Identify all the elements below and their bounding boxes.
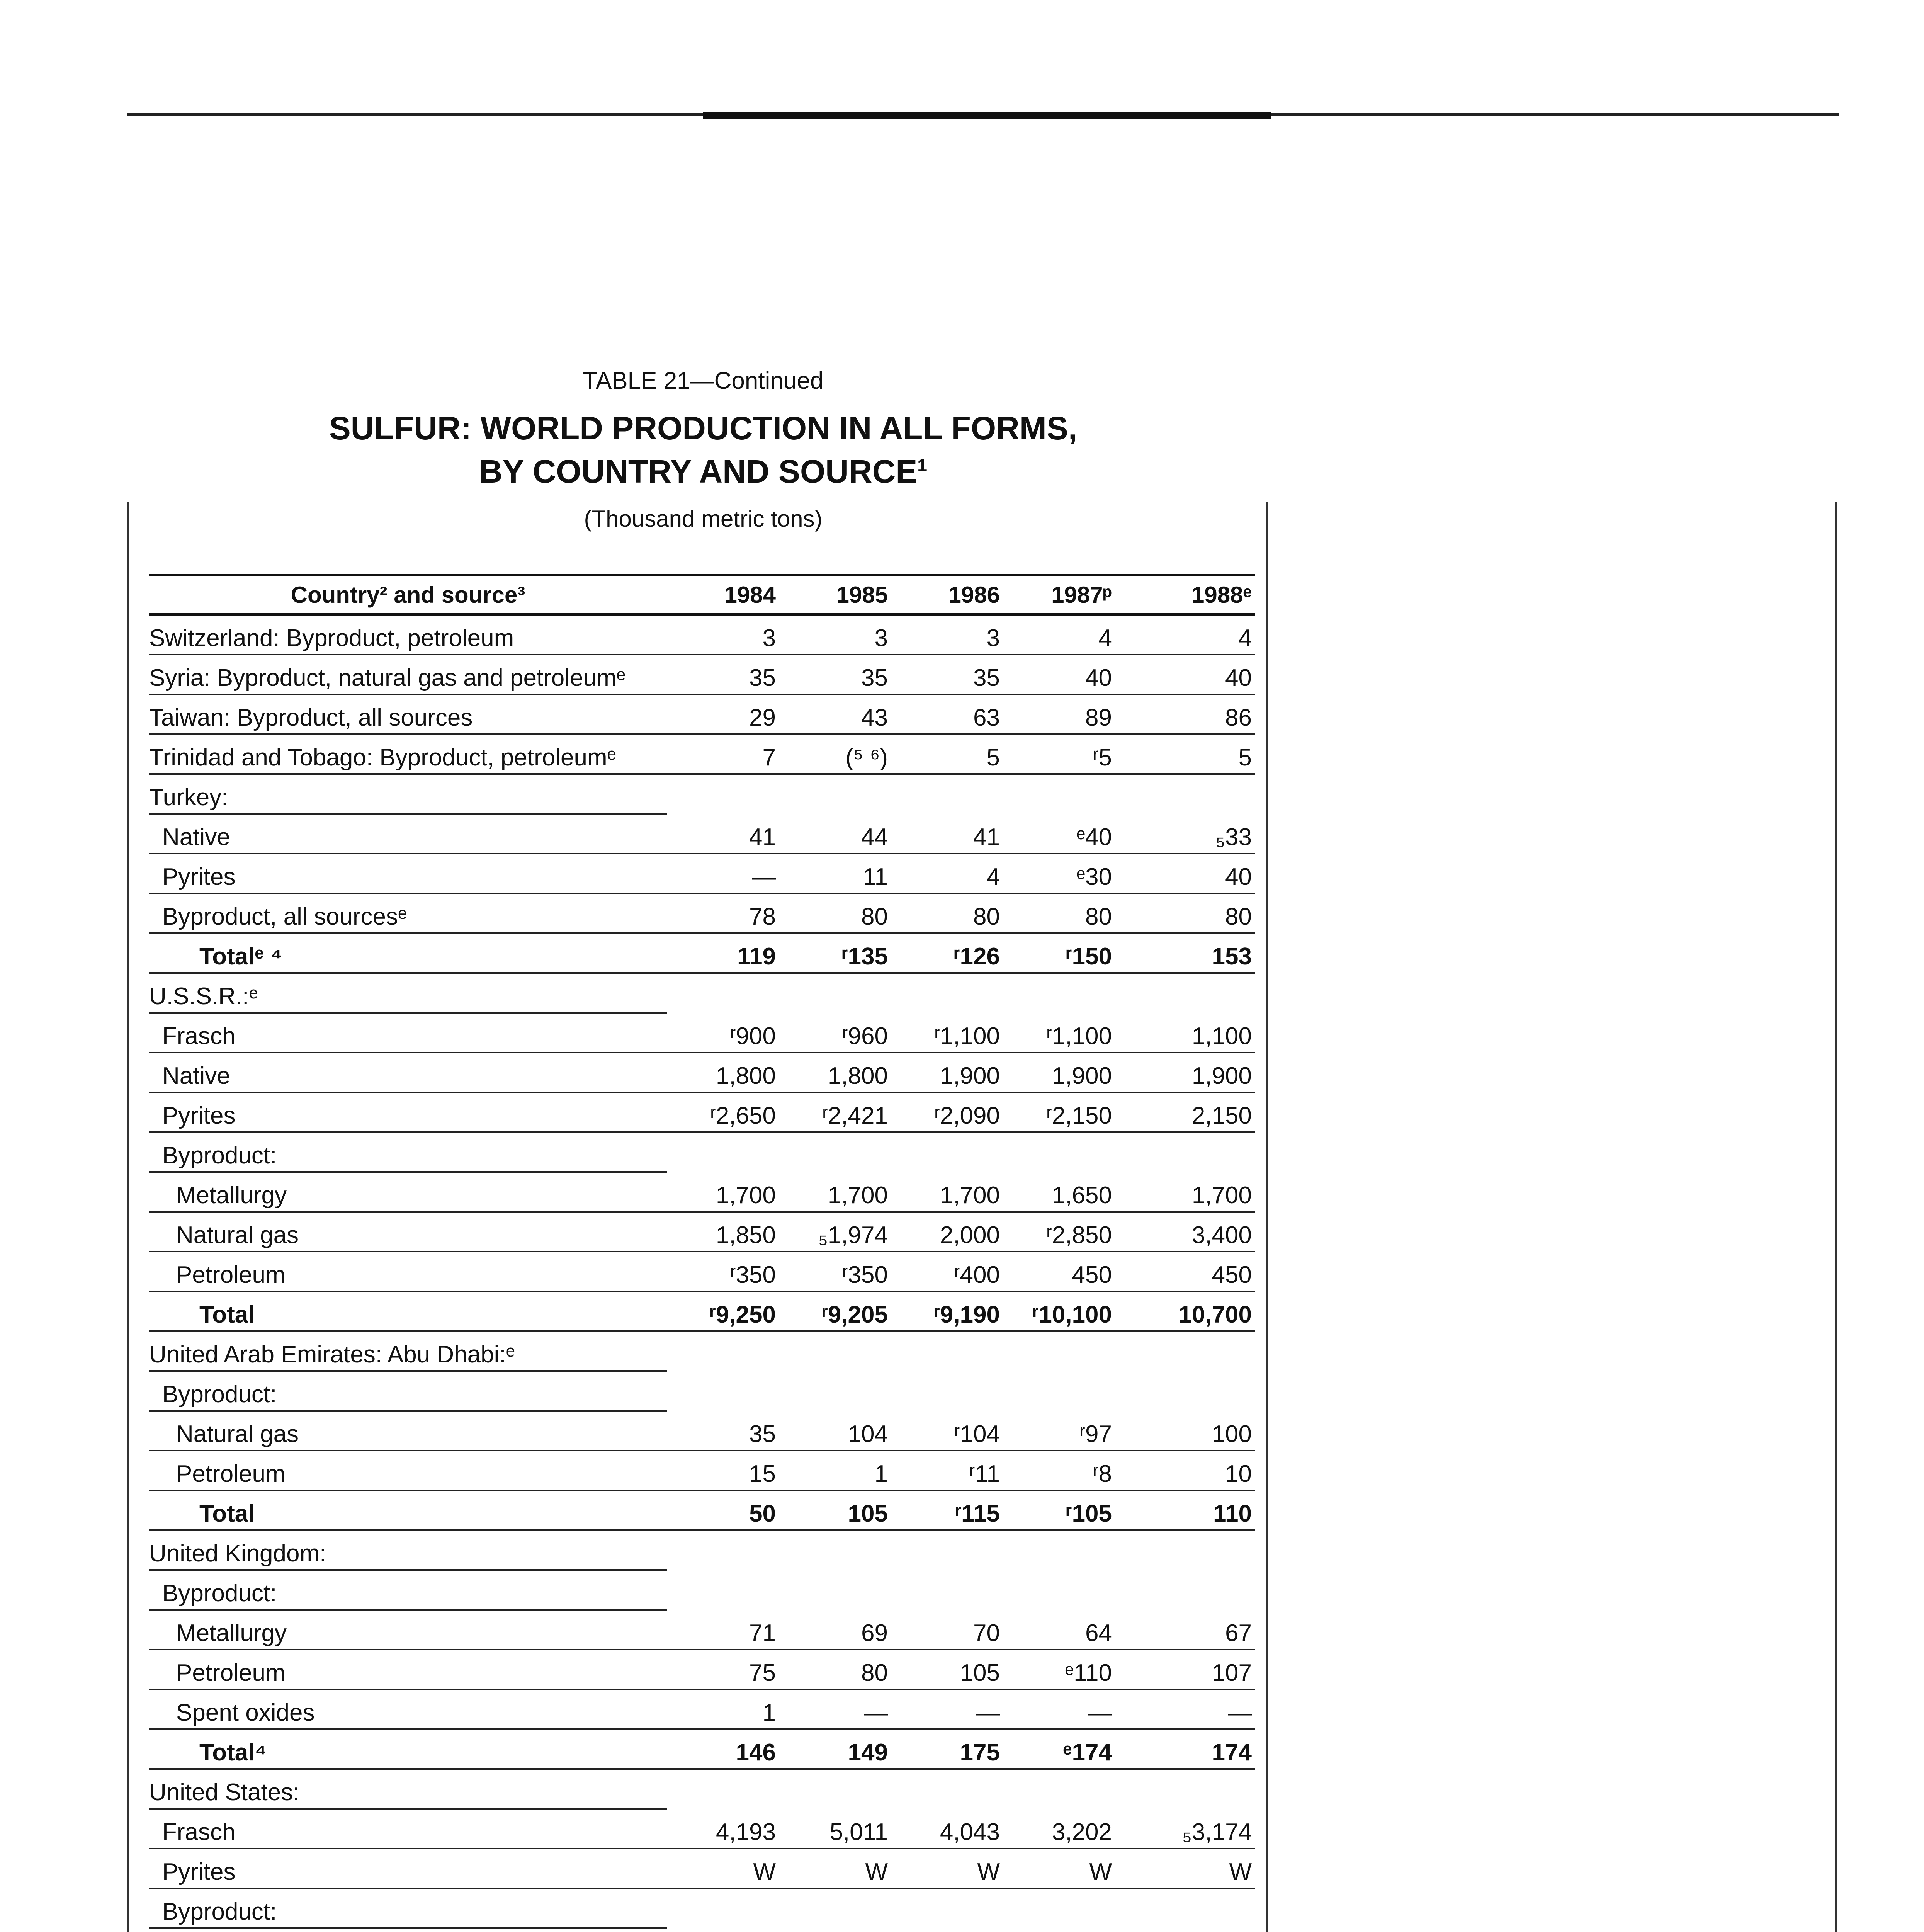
cell-value: 35 bbox=[667, 1411, 779, 1451]
cell-value: ʳ2,090 bbox=[891, 1092, 1003, 1132]
cell-value: 1,700 bbox=[1115, 1172, 1255, 1212]
table-row bbox=[149, 814, 1255, 854]
cell-value: 107 bbox=[1115, 1650, 1255, 1689]
cell-value bbox=[891, 1570, 1003, 1610]
row-label bbox=[149, 1928, 667, 1932]
cell-value: 70 bbox=[891, 1610, 1003, 1650]
row-label: Petroleum bbox=[149, 1252, 667, 1291]
cell-value: 149 bbox=[779, 1729, 891, 1769]
cell-value: 5,011 bbox=[779, 1809, 891, 1849]
table-row bbox=[149, 1092, 1255, 1132]
row-label: Petroleum bbox=[149, 1451, 667, 1490]
row-label: Byproduct, all sourcesᵉ bbox=[149, 893, 667, 933]
cell-value: 75 bbox=[667, 1650, 779, 1689]
cell-value: 100 bbox=[1115, 1411, 1255, 1451]
table-row bbox=[149, 1451, 1255, 1490]
cell-value bbox=[891, 1888, 1003, 1928]
row-label: Natural gas bbox=[149, 1212, 667, 1252]
table-title-line2-text: BY COUNTRY AND SOURCE bbox=[479, 453, 918, 490]
table-units: (Thousand metric tons) bbox=[584, 506, 823, 532]
cell-value: 40 bbox=[1003, 655, 1115, 694]
table-header-row bbox=[149, 575, 1255, 614]
cell-value bbox=[1115, 973, 1255, 1013]
cell-value bbox=[667, 1331, 779, 1371]
header-year: 1987ᵖ bbox=[1003, 575, 1115, 614]
cell-value: 1,100 bbox=[1115, 1013, 1255, 1053]
cell-value: 7 bbox=[667, 734, 779, 774]
group-header-row bbox=[149, 1769, 1255, 1809]
cell-value: 450 bbox=[1003, 1252, 1115, 1291]
table-row bbox=[149, 734, 1255, 774]
cell-value: ʳ9,250 bbox=[667, 1291, 779, 1331]
cell-value: 10,700 bbox=[1115, 1291, 1255, 1331]
table-number: TABLE 21—Continued bbox=[583, 367, 824, 394]
table-row bbox=[149, 1610, 1255, 1650]
table-row bbox=[149, 694, 1255, 734]
cell-value bbox=[891, 1769, 1003, 1809]
cell-value bbox=[779, 1132, 891, 1172]
header-year: 1986 bbox=[891, 575, 1003, 614]
row-label: Turkey: bbox=[149, 774, 667, 814]
row-label: Pyrites bbox=[149, 1092, 667, 1132]
cell-value bbox=[1003, 1570, 1115, 1610]
cell-value bbox=[779, 774, 891, 814]
table-row bbox=[149, 1689, 1255, 1729]
row-label: Byproduct: bbox=[149, 1570, 667, 1610]
cell-value: 3 bbox=[779, 614, 891, 655]
table-row bbox=[149, 1053, 1255, 1092]
cell-value bbox=[779, 1331, 891, 1371]
cell-value bbox=[1115, 1570, 1255, 1610]
cell-value: ʳ126 bbox=[891, 933, 1003, 973]
cell-value: ʳ9,205 bbox=[779, 1291, 891, 1331]
table-right-line bbox=[1266, 502, 1268, 1932]
cell-value: 1,800 bbox=[667, 1053, 779, 1092]
cell-value bbox=[667, 1928, 779, 1932]
cell-value bbox=[1003, 1769, 1115, 1809]
table-row bbox=[149, 1650, 1255, 1689]
table-row bbox=[149, 614, 1255, 655]
cell-value: 89 bbox=[1003, 694, 1115, 734]
cell-value bbox=[1115, 1331, 1255, 1371]
cell-value: 1 bbox=[779, 1451, 891, 1490]
total-row bbox=[149, 1729, 1255, 1769]
cell-value: ᵉ174 bbox=[1003, 1729, 1115, 1769]
cell-value: 11 bbox=[779, 854, 891, 893]
cell-value: ʳ2,421 bbox=[779, 1092, 891, 1132]
cell-value bbox=[1115, 774, 1255, 814]
cell-value: 78 bbox=[667, 893, 779, 933]
table-row bbox=[149, 655, 1255, 694]
row-label: Byproduct: bbox=[149, 1132, 667, 1172]
cell-value: 1,700 bbox=[891, 1172, 1003, 1212]
cell-value: 174 bbox=[1115, 1729, 1255, 1769]
cell-value: W bbox=[1003, 1849, 1115, 1888]
cell-value: 80 bbox=[891, 893, 1003, 933]
cell-value: 4,043 bbox=[891, 1809, 1003, 1849]
row-label: Byproduct: bbox=[149, 1371, 667, 1411]
cell-value: 1,900 bbox=[1115, 1053, 1255, 1092]
group-header-row bbox=[149, 1132, 1255, 1172]
row-label: Metallurgy bbox=[149, 1172, 667, 1212]
cell-value: 29 bbox=[667, 694, 779, 734]
row-label: Switzerland: Byproduct, petroleum bbox=[149, 614, 667, 655]
header-year: 1984 bbox=[667, 575, 779, 614]
cell-value: 63 bbox=[891, 694, 1003, 734]
row-label: Native bbox=[149, 1053, 667, 1092]
row-label: Totalᵉ ⁴ bbox=[149, 933, 667, 973]
cell-value: — bbox=[1115, 1689, 1255, 1729]
cell-value: 5 bbox=[891, 734, 1003, 774]
cell-value bbox=[779, 1570, 891, 1610]
cell-value: 50 bbox=[667, 1490, 779, 1530]
cell-value bbox=[1003, 1331, 1115, 1371]
cell-value: — bbox=[891, 1689, 1003, 1729]
cell-value: (⁵ ⁶) bbox=[779, 734, 891, 774]
cell-value bbox=[1003, 1928, 1115, 1932]
cell-value bbox=[1115, 1928, 1255, 1932]
cell-value: 86 bbox=[1115, 694, 1255, 734]
cell-value: W bbox=[1115, 1849, 1255, 1888]
row-label: Trinidad and Tobago: Byproduct, petroleumᵉ bbox=[149, 734, 667, 774]
cell-value: 1,800 bbox=[779, 1053, 891, 1092]
row-label: Frasch bbox=[149, 1013, 667, 1053]
cell-value: ʳ2,650 bbox=[667, 1092, 779, 1132]
cell-value: 175 bbox=[891, 1729, 1003, 1769]
cell-value: W bbox=[667, 1849, 779, 1888]
table-row bbox=[149, 1411, 1255, 1451]
cell-value: 1,900 bbox=[891, 1053, 1003, 1092]
cell-value: 2,150 bbox=[1115, 1092, 1255, 1132]
cell-value bbox=[891, 1331, 1003, 1371]
cell-value: ʳ10,100 bbox=[1003, 1291, 1115, 1331]
cell-value: ᵉ40 bbox=[1003, 814, 1115, 854]
cell-value: ʳ900 bbox=[667, 1013, 779, 1053]
group-header-row bbox=[149, 1331, 1255, 1371]
cell-value bbox=[1003, 1371, 1115, 1411]
cell-value: ʳ2,850 bbox=[1003, 1212, 1115, 1252]
cell-value bbox=[779, 1928, 891, 1932]
cell-value bbox=[667, 1530, 779, 1570]
row-label: Pyrites bbox=[149, 854, 667, 893]
cell-value: 1 bbox=[667, 1689, 779, 1729]
row-label: Natural gas bbox=[149, 1411, 667, 1451]
cell-value: 44 bbox=[779, 814, 891, 854]
cell-value: 80 bbox=[1115, 893, 1255, 933]
row-label: Native bbox=[149, 814, 667, 854]
cell-value bbox=[1115, 1888, 1255, 1928]
cell-value: 4,193 bbox=[667, 1809, 779, 1849]
cell-value: 80 bbox=[1003, 893, 1115, 933]
cell-value: 105 bbox=[779, 1490, 891, 1530]
cell-value: ʳ5 bbox=[1003, 734, 1115, 774]
cell-value: 2,000 bbox=[891, 1212, 1003, 1252]
header-year: 1985 bbox=[779, 575, 891, 614]
row-label: Total bbox=[149, 1291, 667, 1331]
cell-value: 35 bbox=[891, 655, 1003, 694]
cell-value: ʳ350 bbox=[779, 1252, 891, 1291]
cell-value: W bbox=[779, 1849, 891, 1888]
cell-value: ʳ8 bbox=[1003, 1451, 1115, 1490]
cell-value: 1,850 bbox=[667, 1212, 779, 1252]
cell-value: ᵉ30 bbox=[1003, 854, 1115, 893]
cell-value: 43 bbox=[779, 694, 891, 734]
cell-value: 153 bbox=[1115, 933, 1255, 973]
top-rule-accent bbox=[703, 112, 1271, 119]
row-label: Petroleum bbox=[149, 1650, 667, 1689]
cell-value: 10 bbox=[1115, 1451, 1255, 1490]
table-title-line2 bbox=[278, 447, 1128, 490]
cell-value: 69 bbox=[779, 1610, 891, 1650]
cell-value bbox=[779, 1371, 891, 1411]
group-header-row bbox=[149, 1530, 1255, 1570]
table-body bbox=[149, 614, 1255, 1932]
table-row bbox=[149, 1252, 1255, 1291]
cell-value bbox=[1003, 1530, 1115, 1570]
row-label: Syria: Byproduct, natural gas and petroleumᵉ bbox=[149, 655, 667, 694]
cell-value: 15 bbox=[667, 1451, 779, 1490]
cell-value bbox=[891, 1371, 1003, 1411]
cell-value: 146 bbox=[667, 1729, 779, 1769]
group-header-row bbox=[149, 1888, 1255, 1928]
cell-value: — bbox=[667, 854, 779, 893]
table-title bbox=[278, 410, 1128, 490]
cell-value: 67 bbox=[1115, 1610, 1255, 1650]
cell-value: 5 bbox=[1115, 734, 1255, 774]
total-row bbox=[149, 933, 1255, 973]
cell-value bbox=[1115, 1530, 1255, 1570]
cell-value: ₅33 bbox=[1115, 814, 1255, 854]
cell-value: ʳ960 bbox=[779, 1013, 891, 1053]
cell-value: ʳ9,190 bbox=[891, 1291, 1003, 1331]
table-row bbox=[149, 893, 1255, 933]
total-row bbox=[149, 1291, 1255, 1331]
cell-value: ʳ150 bbox=[1003, 933, 1115, 973]
cell-value bbox=[667, 973, 779, 1013]
cell-value: W bbox=[891, 1849, 1003, 1888]
cell-value bbox=[891, 1132, 1003, 1172]
group-header-row bbox=[149, 1570, 1255, 1610]
cell-value: 80 bbox=[779, 1650, 891, 1689]
table-row bbox=[149, 1928, 1255, 1932]
row-label: Byproduct: bbox=[149, 1888, 667, 1928]
row-label: Metallurgy bbox=[149, 1610, 667, 1650]
cell-value: 40 bbox=[1115, 854, 1255, 893]
cell-value: 64 bbox=[1003, 1610, 1115, 1650]
cell-value: ʳ97 bbox=[1003, 1411, 1115, 1451]
table-row bbox=[149, 854, 1255, 893]
cell-value: 104 bbox=[779, 1411, 891, 1451]
cell-value: 1,700 bbox=[779, 1172, 891, 1212]
cell-value: ʳ350 bbox=[667, 1252, 779, 1291]
cell-value: ᵉ110 bbox=[1003, 1650, 1115, 1689]
cell-value: ʳ1,100 bbox=[891, 1013, 1003, 1053]
total-row bbox=[149, 1490, 1255, 1530]
cell-value bbox=[779, 973, 891, 1013]
table-row bbox=[149, 1849, 1255, 1888]
group-header-row bbox=[149, 973, 1255, 1013]
row-label: Total bbox=[149, 1490, 667, 1530]
row-label: United Arab Emirates: Abu Dhabi:ᵉ bbox=[149, 1331, 667, 1371]
cell-value: ʳ1,100 bbox=[1003, 1013, 1115, 1053]
cell-value: 1,700 bbox=[667, 1172, 779, 1212]
cell-value bbox=[891, 774, 1003, 814]
row-label: United States: bbox=[149, 1769, 667, 1809]
cell-value bbox=[667, 1371, 779, 1411]
cell-value bbox=[667, 774, 779, 814]
cell-value: 35 bbox=[779, 655, 891, 694]
row-label: U.S.S.R.:ᵉ bbox=[149, 973, 667, 1013]
cell-value: ₅3,174 bbox=[1115, 1809, 1255, 1849]
cell-value: — bbox=[779, 1689, 891, 1729]
left-margin-line bbox=[127, 502, 129, 1932]
cell-value bbox=[667, 1132, 779, 1172]
cell-value: 41 bbox=[891, 814, 1003, 854]
cell-value: 35 bbox=[667, 655, 779, 694]
cell-value bbox=[1115, 1132, 1255, 1172]
cell-value: 450 bbox=[1115, 1252, 1255, 1291]
cell-value: 41 bbox=[667, 814, 779, 854]
row-label: Spent oxides bbox=[149, 1689, 667, 1729]
cell-value bbox=[1003, 973, 1115, 1013]
cell-value bbox=[891, 1530, 1003, 1570]
cell-value: 110 bbox=[1115, 1490, 1255, 1530]
cell-value: 3,202 bbox=[1003, 1809, 1115, 1849]
title-footnote-marker: 1 bbox=[917, 455, 927, 475]
cell-value: 4 bbox=[1003, 614, 1115, 655]
cell-value bbox=[779, 1888, 891, 1928]
cell-value bbox=[667, 1769, 779, 1809]
cell-value: ₅1,974 bbox=[779, 1212, 891, 1252]
row-label: Taiwan: Byproduct, all sources bbox=[149, 694, 667, 734]
cell-value: 119 bbox=[667, 933, 779, 973]
production-table bbox=[149, 574, 1255, 1932]
cell-value: ʳ135 bbox=[779, 933, 891, 973]
cell-value bbox=[1003, 774, 1115, 814]
cell-value: — bbox=[1003, 1689, 1115, 1729]
cell-value bbox=[1115, 1371, 1255, 1411]
right-margin-line bbox=[1835, 502, 1837, 1932]
cell-value bbox=[891, 1928, 1003, 1932]
cell-value bbox=[667, 1888, 779, 1928]
cell-value: 4 bbox=[1115, 614, 1255, 655]
cell-value: ʳ2,150 bbox=[1003, 1092, 1115, 1132]
table-row bbox=[149, 1013, 1255, 1053]
cell-value bbox=[1115, 1769, 1255, 1809]
cell-value bbox=[667, 1570, 779, 1610]
cell-value bbox=[1003, 1888, 1115, 1928]
cell-value bbox=[779, 1530, 891, 1570]
cell-value: 40 bbox=[1115, 655, 1255, 694]
header-year: 1988ᵉ bbox=[1115, 575, 1255, 614]
cell-value bbox=[891, 973, 1003, 1013]
header-country-source: Country² and source³ bbox=[149, 575, 667, 614]
cell-value: ʳ11 bbox=[891, 1451, 1003, 1490]
row-label: Total⁴ bbox=[149, 1729, 667, 1769]
cell-value: 3,400 bbox=[1115, 1212, 1255, 1252]
cell-value bbox=[1003, 1132, 1115, 1172]
cell-value: ʳ105 bbox=[1003, 1490, 1115, 1530]
cell-value: ʳ115 bbox=[891, 1490, 1003, 1530]
row-label: Pyrites bbox=[149, 1849, 667, 1888]
table-row bbox=[149, 1809, 1255, 1849]
cell-value: 105 bbox=[891, 1650, 1003, 1689]
cell-value: ʳ104 bbox=[891, 1411, 1003, 1451]
cell-value: 4 bbox=[891, 854, 1003, 893]
row-label: Frasch bbox=[149, 1809, 667, 1849]
cell-value: 1,900 bbox=[1003, 1053, 1115, 1092]
cell-value: 3 bbox=[667, 614, 779, 655]
group-header-row bbox=[149, 774, 1255, 814]
cell-value: ʳ400 bbox=[891, 1252, 1003, 1291]
cell-value: 3 bbox=[891, 614, 1003, 655]
row-label: United Kingdom: bbox=[149, 1530, 667, 1570]
cell-value: 1,650 bbox=[1003, 1172, 1115, 1212]
table-row bbox=[149, 1172, 1255, 1212]
cell-value: 71 bbox=[667, 1610, 779, 1650]
table-row bbox=[149, 1212, 1255, 1252]
cell-value: 80 bbox=[779, 893, 891, 933]
table-title-line1: SULFUR: WORLD PRODUCTION IN ALL FORMS, bbox=[329, 410, 1078, 446]
cell-value bbox=[779, 1769, 891, 1809]
group-header-row bbox=[149, 1371, 1255, 1411]
